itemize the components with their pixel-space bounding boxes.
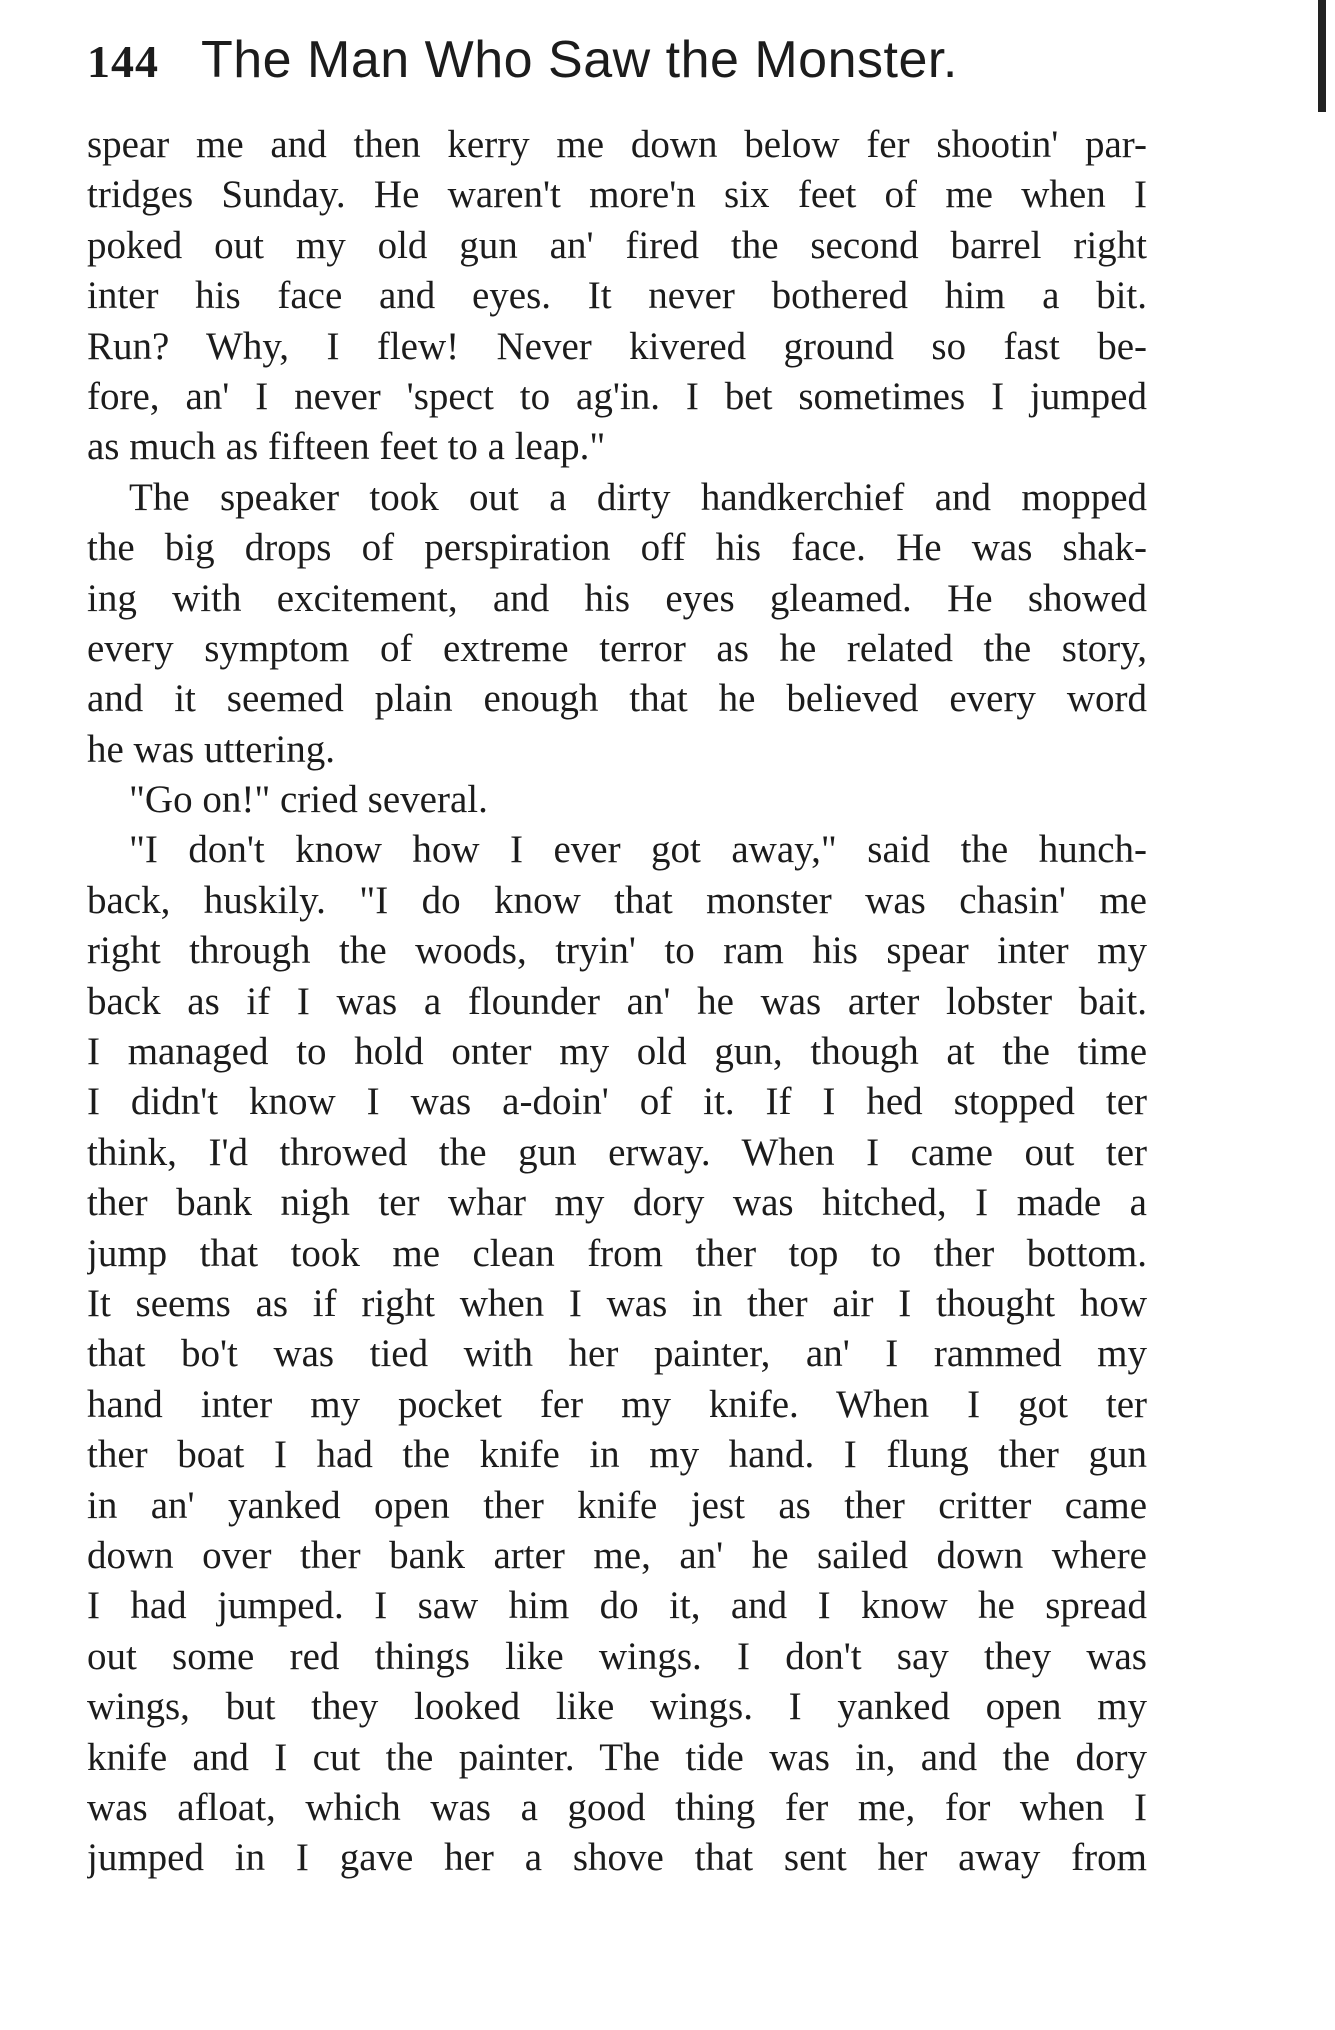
body-text	[87, 120, 1147, 2010]
text-line: The speaker took out a dirty handkerchief and mopped	[129, 475, 1147, 519]
text-line: was afloat, which was a good thing fer me, for when I	[87, 1785, 1147, 1829]
text-line: I managed to hold onter my old gun, though at the time	[87, 1030, 1147, 1074]
text-line: back as if I was a flounder an' he was arter lobster bait.	[87, 979, 1147, 1023]
text-line: hand inter my pocket fer my knife. When I got ter	[87, 1382, 1147, 1426]
text-line: Run? Why, I flew! Never kivered ground so fast be-	[87, 324, 1147, 368]
page-edge-mark	[1318, 0, 1326, 112]
text-line: he was uttering.	[87, 727, 336, 771]
text-line: right through the woods, tryin' to ram his spear inter my	[87, 929, 1147, 973]
running-title: The Man Who Saw the Monster.	[201, 31, 958, 89]
text-line: and it seemed plain enough that he believed every word	[87, 677, 1147, 721]
text-line: "Go on!" cried several.	[129, 778, 488, 822]
text-line: that bo't was tied with her painter, an' I rammed my	[87, 1332, 1147, 1376]
text-line: as much as fifteen feet to a leap."	[87, 425, 606, 469]
text-line: I had jumped. I saw him do it, and I know he spread	[87, 1584, 1147, 1628]
text-line: inter his face and eyes. It never bothered him a bit.	[87, 274, 1147, 318]
text-line: down over ther bank arter me, an' he sailed down where	[87, 1533, 1147, 1577]
text-line: in an' yanked open ther knife jest as ther critter came	[87, 1483, 1147, 1527]
text-line: tridges Sunday. He waren't more'n six feet of me when I	[87, 173, 1147, 217]
text-line: jumped in I gave her a shove that sent her away from	[87, 1836, 1147, 1880]
text-line: spear me and then kerry me down below fer shootin' par-	[87, 123, 1147, 166]
text-line: I didn't know I was a-doin' of it. If I hed stopped ter	[87, 1080, 1147, 1124]
text-line: It seems as if right when I was in ther air I thought how	[87, 1281, 1147, 1325]
text-line: "I don't know how I ever got away," said the hunch-	[129, 828, 1147, 872]
text-line: wings, but they looked like wings. I yanked open my	[87, 1685, 1147, 1729]
text-line: back, huskily. "I do know that monster was chasin' me	[87, 878, 1147, 922]
page-number: 144	[87, 36, 159, 87]
text-line: jump that took me clean from ther top to ther bottom.	[87, 1231, 1147, 1275]
text-line: ther boat I had the knife in my hand. I flung ther gun	[87, 1433, 1147, 1477]
text-line: poked out my old gun an' fired the second barrel right	[87, 223, 1147, 267]
page-header	[87, 30, 1147, 100]
text-line: think, I'd throwed the gun erway. When I came out ter	[87, 1130, 1147, 1174]
text-line: ing with excitement, and his eyes gleamed. He showed	[87, 576, 1147, 620]
text-line: the big drops of perspiration off his face. He was shak-	[87, 526, 1147, 570]
text-line: every symptom of extreme terror as he related the story,	[87, 626, 1147, 670]
text-line: fore, an' I never 'spect to ag'in. I bet sometimes I jumped	[87, 374, 1147, 418]
text-line: out some red things like wings. I don't say they was	[87, 1634, 1147, 1678]
text-line: knife and I cut the painter. The tide was in, and the dory	[87, 1735, 1147, 1779]
text-line: ther bank nigh ter whar my dory was hitched, I made a	[87, 1181, 1147, 1225]
